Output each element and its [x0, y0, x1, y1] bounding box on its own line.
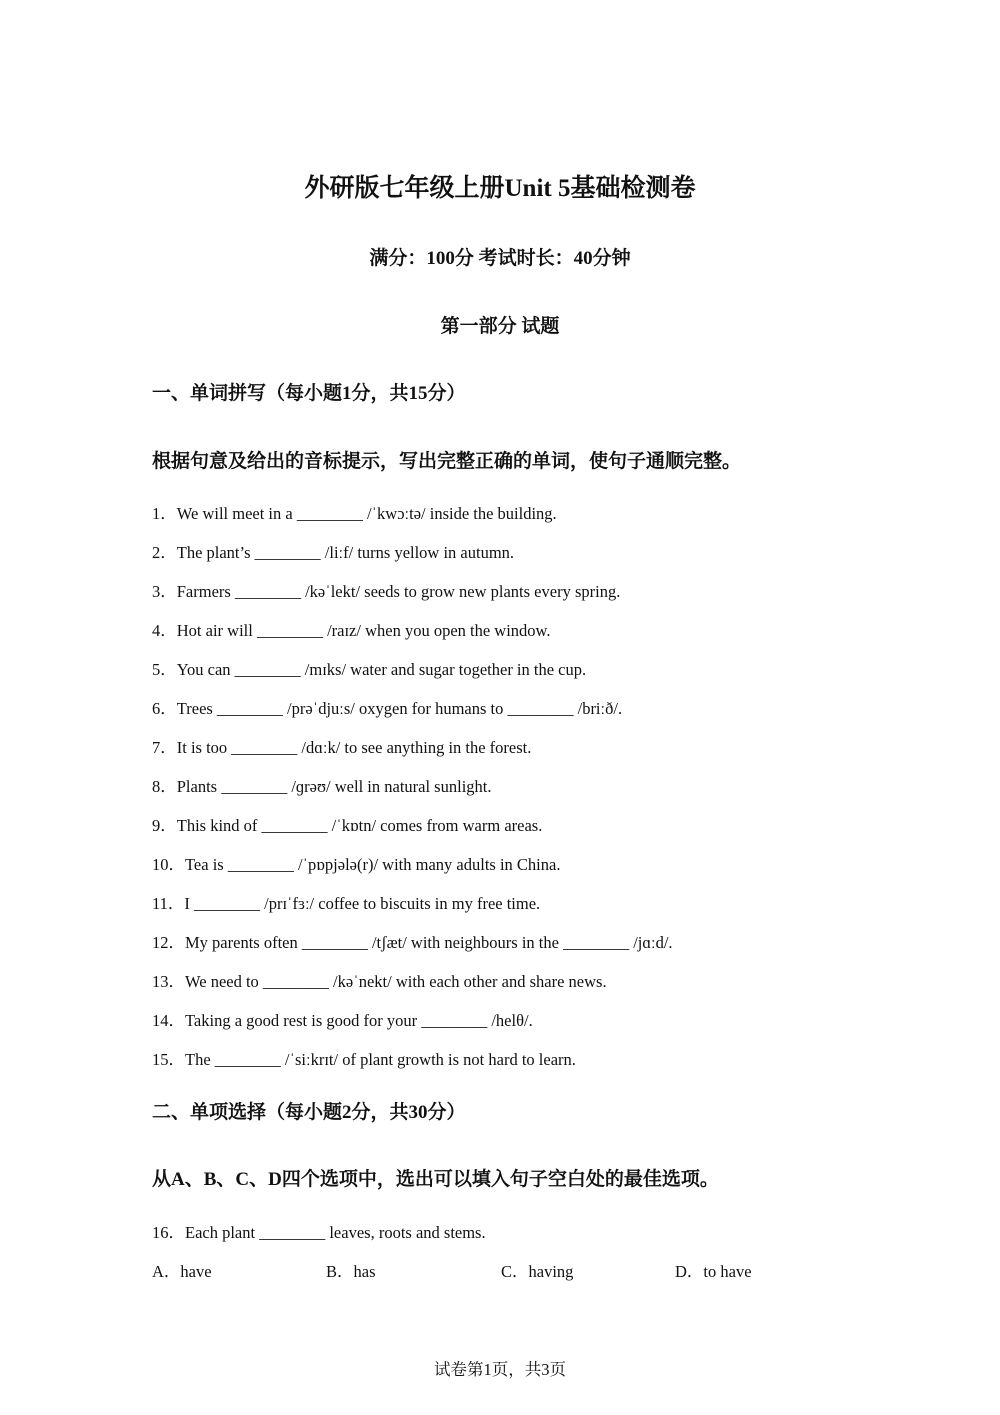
question-12: 12．My parents often ________ /tʃæt/ with neighbours in the ________ /jɑːd/. [152, 933, 673, 952]
part-heading: 第一部分 试题 [440, 316, 560, 337]
question-1: 1．We will meet in a ________ /ˈkwɔːtə/ inside the building. [152, 504, 557, 523]
exam-score-duration: 满分：100分 考试时长：40分钟 [369, 248, 631, 269]
question-11: 11．I ________ /prɪˈfɜː/ coffee to biscuits in my free time. [152, 894, 541, 913]
question-16: 16．Each plant ________ leaves, roots and stems. [152, 1223, 486, 1242]
section1-instruction: 根据句意及给出的音标提示，写出完整正确的单词，使句子通顺完整。 [152, 451, 742, 472]
section1-heading: 一、单词拼写（每小题1分，共15分） [152, 383, 466, 404]
question-13: 13．We need to ________ /kəˈnekt/ with each other and share news. [152, 972, 607, 991]
question-7: 7．It is too ________ /dɑːk/ to see anything in the forest. [152, 738, 532, 757]
question-14: 14．Taking a good rest is good for your ________ /helθ/. [152, 1011, 533, 1030]
question-3: 3．Farmers ________ /kəˈlekt/ seeds to grow new plants every spring. [152, 582, 621, 601]
page-footer: 试卷第1页，共3页 [434, 1360, 566, 1379]
exam-title: 外研版七年级上册Unit 5基础检测卷 [304, 175, 696, 202]
section2-instruction: 从A、B、C、D四个选项中，选出可以填入句子空白处的最佳选项。 [152, 1169, 719, 1190]
question-6: 6．Trees ________ /prəˈdjuːs/ oxygen for humans to ________ /briːð/. [152, 699, 623, 718]
question-2: 2．The plant’s ________ /liːf/ turns yellow in autumn. [152, 543, 515, 562]
question-10: 10．Tea is ________ /ˈpɒpjələ(r)/ with many adults in China. [152, 855, 561, 874]
question-9: 9．This kind of ________ /ˈkɒtn/ comes from warm areas. [152, 816, 543, 835]
option-a: A．have [152, 1262, 212, 1281]
option-b: B．has [326, 1262, 376, 1281]
question-8: 8．Plants ________ /ɡrəʊ/ well in natural sunlight. [152, 777, 492, 796]
question-4: 4．Hot air will ________ /raɪz/ when you open the window. [152, 621, 551, 640]
question-15: 15．The ________ /ˈsiːkrɪt/ of plant growth is not hard to learn. [152, 1050, 576, 1069]
option-c: C．having [501, 1262, 574, 1281]
question-5: 5．You can ________ /mɪks/ water and sugar together in the cup. [152, 660, 587, 679]
section2-heading: 二、单项选择（每小题2分，共30分） [152, 1102, 466, 1123]
option-d: D．to have [675, 1262, 752, 1281]
